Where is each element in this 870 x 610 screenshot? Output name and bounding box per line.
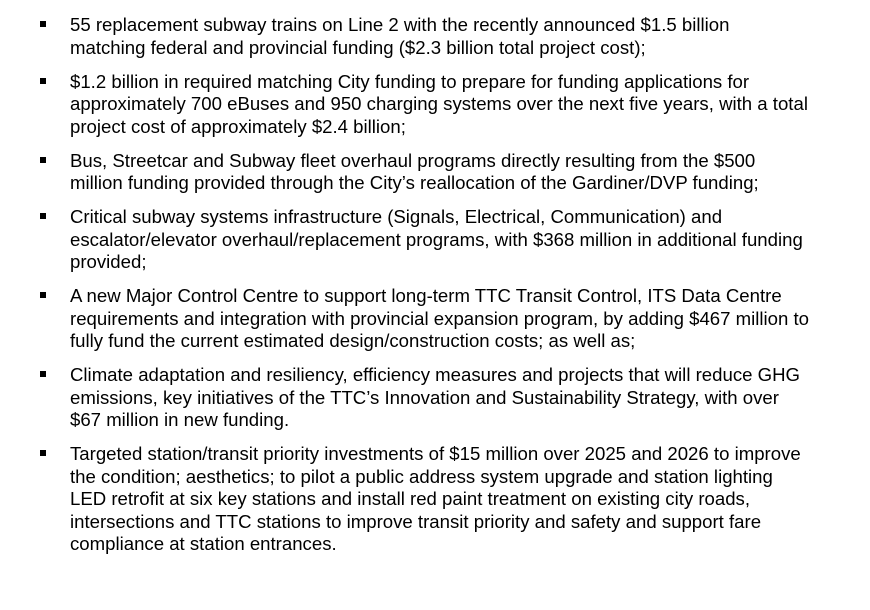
list-item bbox=[0, 285, 870, 353]
list-item-text: $1.2 billion in required matching City funding to prepare for funding applications for approximately 700 eBuses and 950 charging systems over the next five years, with a total project cost of approximately $2.4 billion; bbox=[70, 70, 808, 137]
square-bullet-icon bbox=[40, 21, 46, 27]
list-item-text: Critical subway systems infrastructure (Signals, Electrical, Communication) and escalator/elevator overhaul/replacement programs, with $368 million in additional funding provided; bbox=[70, 206, 803, 272]
list-item bbox=[0, 150, 870, 195]
list-item-text: A new Major Control Centre to support long-term TTC Transit Control, ITS Data Centre requirements and integration with provincial expansion program, by adding $467 million to fully fund the current estimated design/construction costs; as well as; bbox=[70, 285, 810, 351]
list-item-text: Targeted station/transit priority investments of $15 million over 2025 and 2026 to improve the condition; aesthetics; to pilot a public address system upgrade and station lighting LED retrofit at six key stations and install red paint treatment on existing city roads, intersections and TTC stations to improve transit priority and safety and support fare compliance at station entrances. bbox=[70, 443, 801, 554]
square-bullet-icon bbox=[40, 450, 46, 456]
square-bullet-icon bbox=[40, 371, 46, 377]
list-item-text: Bus, Streetcar and Subway fleet overhaul programs directly resulting from the $500 million funding provided through the City’s reallocation of the Gardiner/DVP funding; bbox=[70, 149, 759, 193]
bullet-list bbox=[0, 14, 870, 556]
list-item bbox=[0, 206, 870, 274]
square-bullet-icon bbox=[40, 157, 46, 163]
list-item bbox=[0, 71, 870, 139]
list-item bbox=[0, 443, 870, 556]
square-bullet-icon bbox=[40, 78, 46, 84]
list-item-text: Climate adaptation and resiliency, efficiency measures and projects that will reduce GHG emissions, key initiatives of the TTC’s Innovation and Sustainability Strategy, with over $67 million in new funding. bbox=[70, 364, 800, 430]
list-item bbox=[0, 364, 870, 432]
list-item-text: 55 replacement subway trains on Line 2 with the recently announced $1.5 billion matching federal and provincial funding ($2.3 billion total project cost); bbox=[70, 14, 730, 58]
square-bullet-icon bbox=[40, 213, 46, 219]
document-page bbox=[0, 14, 870, 567]
list-item bbox=[0, 14, 870, 59]
square-bullet-icon bbox=[40, 292, 46, 298]
